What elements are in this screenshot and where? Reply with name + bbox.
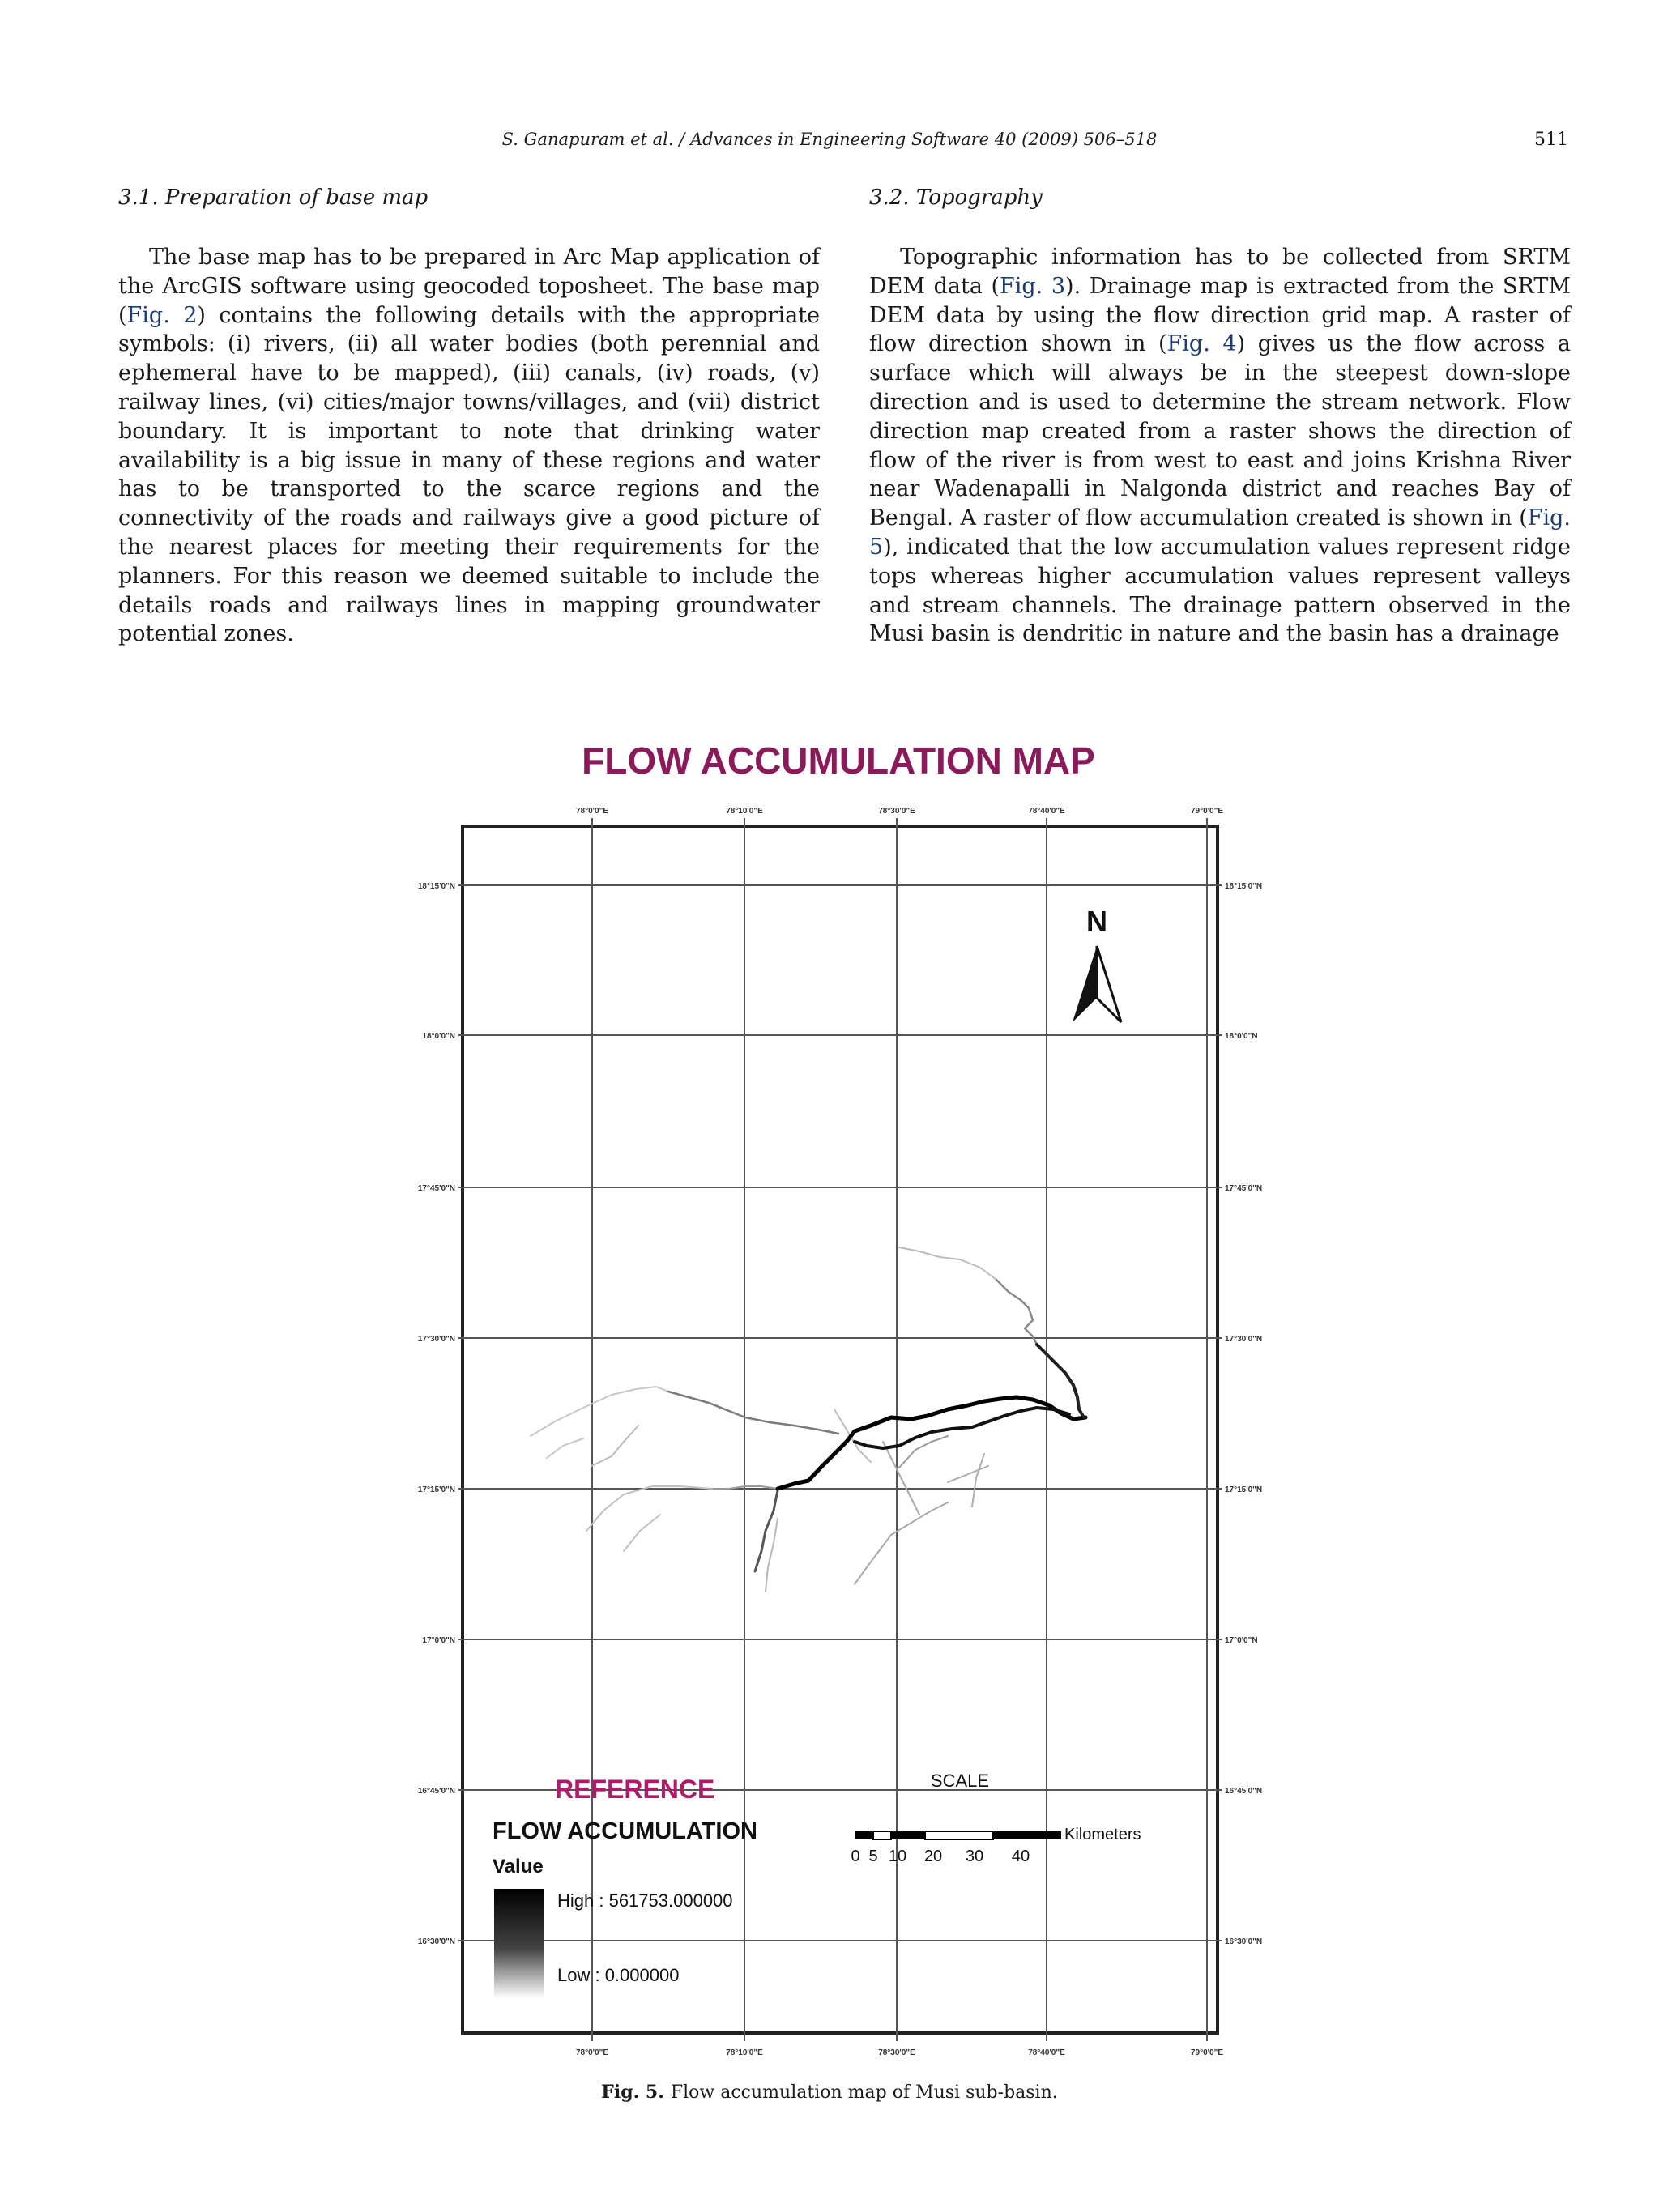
left-tick-label: 17°30'0"N — [417, 1335, 455, 1344]
left-tick-label: 16°30'0"N — [417, 1937, 455, 1946]
left-tick-label: 17°0'0"N — [422, 1636, 455, 1645]
tributary — [766, 1519, 778, 1592]
legend-gradient-swatch — [494, 1889, 544, 1998]
running-head-title: S. Ganapuram et al. / Advances in Engineering Software 40 (2009) 506–518 — [501, 130, 1158, 149]
legend-value-label: Value — [493, 1856, 544, 1877]
text-segment: ), indicated that the low accumulation values represent ridge tops whereas higher accumulation values represent valleys and stream channels. The drainage pattern observed in the Musi basin is dendritic in nature and the basin has a drainage — [869, 534, 1571, 647]
stream — [668, 1392, 838, 1434]
flow-accumulation-figure — [381, 713, 1296, 2106]
scale-tick: 20 — [923, 1848, 943, 1865]
tributary — [531, 1387, 668, 1436]
top-tick-label: 78°0'0"E — [575, 807, 609, 816]
section-heading-topography: 3.2. Topography — [869, 185, 1043, 210]
top-tick-label: 79°0'0"E — [1190, 807, 1224, 816]
right-tick-label: 16°30'0"N — [1225, 1937, 1263, 1946]
scale-tick: 0 — [851, 1848, 860, 1865]
main-river — [778, 1397, 1085, 1489]
stream — [755, 1490, 778, 1571]
scale-tick: 40 — [1011, 1848, 1030, 1865]
main-river-lower — [855, 1408, 1069, 1448]
top-tick-label: 78°40'0"E — [1028, 807, 1065, 816]
right-tick-label: 17°45'0"N — [1225, 1184, 1263, 1193]
right-tick-label: 17°30'0"N — [1225, 1335, 1263, 1344]
right-tick-label: 16°45'0"N — [1225, 1787, 1263, 1796]
text-segment: ) gives us the flow across a surface which will always be in the steepest down-slope direction and is used to determine the stream network. Flow direction map created from a raster shows the direction of flow of the river is from west to east and joins Krishna River near Wadenapalli in Nalgonda district and reaches Bay of Bengal. A raster of flow accumulation created is shown in ( — [869, 331, 1571, 531]
bottom-tick-label: 78°10'0"E — [726, 2048, 763, 2057]
scale-tick: 10 — [888, 1848, 907, 1865]
tributary — [547, 1438, 583, 1458]
fig-3-link[interactable]: Fig. 3 — [1000, 273, 1066, 299]
legend-high: High : 561753.000000 — [557, 1890, 733, 1911]
right-tick-label: 18°15'0"N — [1225, 882, 1263, 891]
right-tick-label: 17°0'0"N — [1225, 1636, 1258, 1645]
caption-label: Fig. 5. — [601, 2082, 664, 2103]
bottom-tick-label: 78°30'0"E — [878, 2048, 915, 2057]
fig-5-link[interactable]: Fig. 5 — [869, 505, 1571, 560]
fig-4-link[interactable]: Fig. 4 — [1166, 331, 1237, 357]
tributary — [624, 1515, 660, 1551]
right-column — [869, 183, 1571, 649]
tributary — [855, 1502, 948, 1584]
north-arrow-icon — [1073, 905, 1121, 1022]
tributary — [591, 1426, 638, 1466]
right-tick-label: 17°15'0"N — [1225, 1485, 1263, 1494]
tributary — [948, 1466, 988, 1482]
map-title: FLOW ACCUMULATION MAP — [582, 739, 1095, 782]
tributary — [972, 1454, 984, 1507]
fig-2-link[interactable]: Fig. 2 — [126, 302, 198, 328]
legend-low: Low : 0.000000 — [557, 1965, 680, 1985]
topography-paragraph — [869, 243, 1571, 649]
left-column — [118, 183, 820, 649]
tributary — [883, 1442, 919, 1515]
left-tick-label: 17°45'0"N — [417, 1184, 455, 1193]
left-tick-label: 16°45'0"N — [417, 1787, 455, 1796]
legend — [493, 1775, 757, 1998]
base-map-paragraph — [118, 243, 820, 649]
page-number: 511 — [1534, 130, 1568, 150]
map-frame — [463, 826, 1218, 2033]
left-tick-label: 17°15'0"N — [417, 1485, 455, 1494]
stream — [996, 1280, 1037, 1345]
scale-tick: 5 — [868, 1848, 878, 1865]
legend-title: FLOW ACCUMULATION — [493, 1818, 757, 1844]
text-segment: ). Drainage map is extracted from the SRTM DEM data by using the flow direction grid map. A raster of flow direction shown in ( — [869, 273, 1571, 357]
legend-reference: REFERENCE — [555, 1775, 715, 1804]
section-heading-base-map: 3.1. Preparation of base map — [118, 185, 429, 210]
top-tick-label: 78°30'0"E — [878, 807, 915, 816]
bottom-tick-label: 78°0'0"E — [575, 2048, 609, 2057]
text-segment: ) contains the following details with the appropriate symbols: (i) rivers, (ii) all water bodies (both perennial and ephemeral have to be mapped), (iii) canals, (iv) roads, (v) railway lines, (vi) cities/major towns/villages, and (vii) district boundary. It is important to note that drinking water availability is a big issue in many of these regions and water has to be transported to the scarce regions and the connectivity of the roads and railways give a good picture of the nearest places for meeting their requirements for the planners. For this reason we deemed suitable to include the details roads and railways lines in mapping groundwater potential zones. — [118, 302, 821, 647]
left-tick-label: 18°0'0"N — [422, 1032, 455, 1041]
caption-text: Flow accumulation map of Musi sub-basin. — [670, 2082, 1058, 2103]
left-tick-label: 18°15'0"N — [417, 882, 455, 891]
bottom-tick-label: 78°40'0"E — [1028, 2048, 1065, 2057]
scale-bar — [851, 1771, 1141, 1865]
flow-accumulation-map — [381, 713, 1296, 2106]
river-upper-east — [1037, 1345, 1084, 1417]
scale-tick: 30 — [965, 1848, 984, 1865]
text-segment: The base map has to be prepared in Arc Map application of the ArcGIS software using geocoded toposheet. The base map ( — [118, 245, 820, 328]
tributary — [899, 1247, 996, 1280]
right-tick-label: 18°0'0"N — [1225, 1032, 1258, 1041]
top-tick-label: 78°10'0"E — [726, 807, 763, 816]
bottom-tick-label: 79°0'0"E — [1190, 2048, 1224, 2057]
scale-unit: Kilometers — [1064, 1826, 1141, 1843]
drainage-network — [531, 1247, 1085, 1592]
figure-caption — [0, 2082, 1659, 2103]
scale-label: SCALE — [930, 1771, 990, 1791]
north-label: N — [1086, 905, 1107, 938]
text-segment: Topographic information has to be collected from SRTM DEM data ( — [869, 245, 1571, 299]
tributary — [586, 1486, 713, 1531]
